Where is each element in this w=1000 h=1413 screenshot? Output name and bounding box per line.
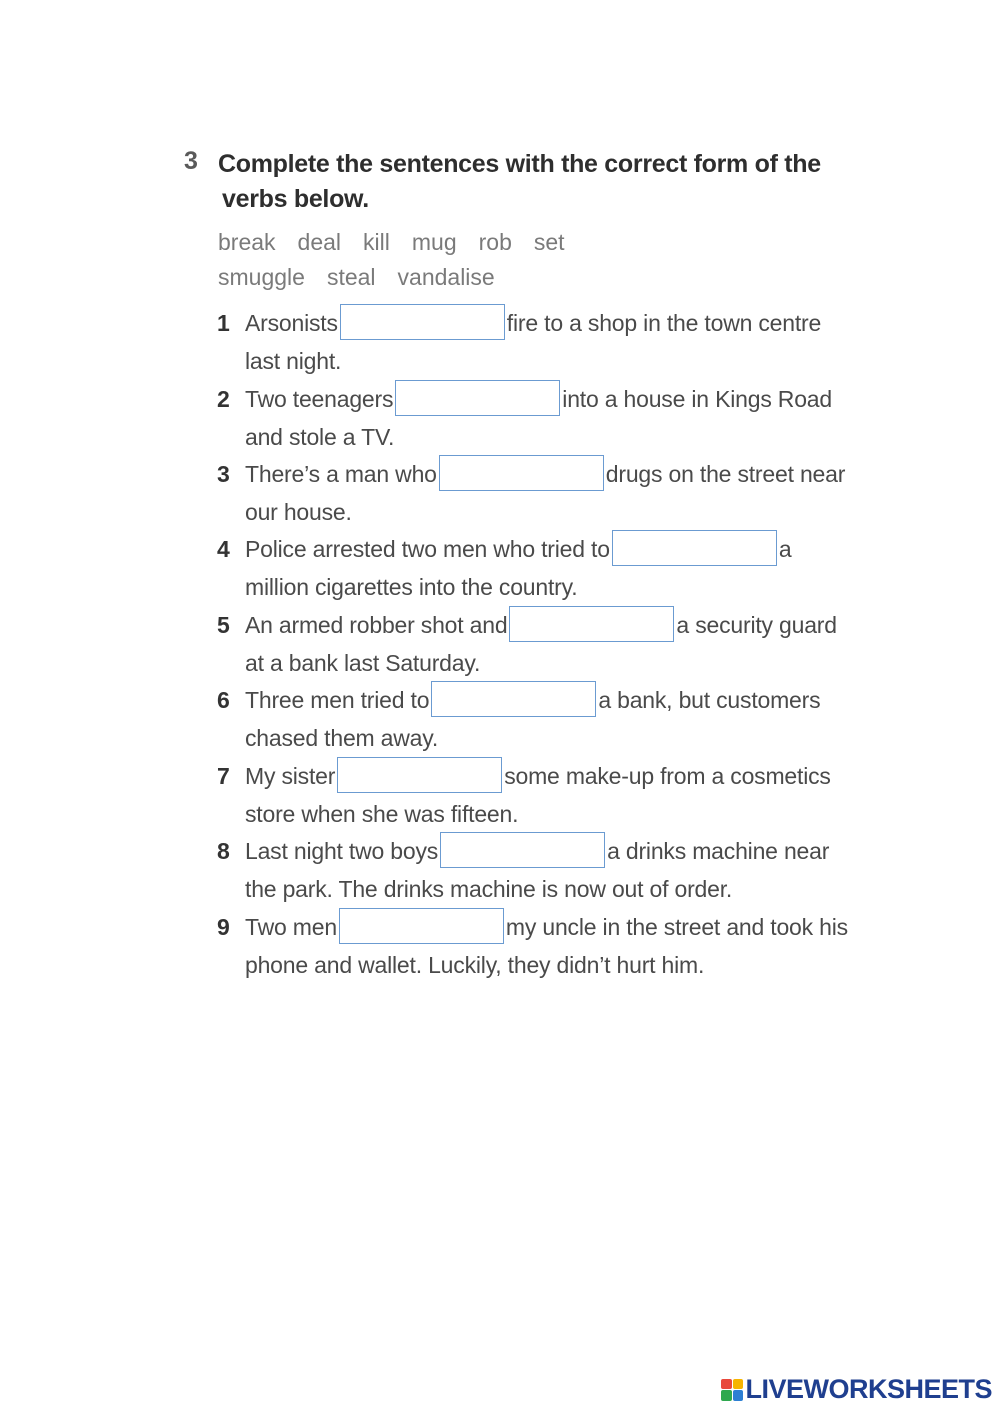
sentence-line-2: and stole a TV. [245,424,395,450]
sentence-after-blank: a [778,536,792,562]
item-number: 2 [217,386,230,412]
answer-input-4[interactable] [612,530,777,566]
item-number: 9 [217,914,230,940]
sentence-after-blank: a security guard [676,612,837,638]
word-bank-word: deal [297,229,342,255]
liveworksheets-logo-icon [721,1379,743,1401]
word-bank-word: kill [363,229,390,255]
logo-square-red [721,1379,732,1390]
sentence-line-1 [245,908,848,946]
logo-square-blue [733,1390,744,1401]
word-bank-word: steal [326,264,376,290]
sentence-line-1 [245,455,845,493]
item-number: 3 [217,461,230,487]
word-bank-row-2 [218,260,587,295]
answer-input-7[interactable] [337,757,502,793]
item-number: 8 [217,838,230,864]
exercise-instruction [218,147,858,217]
sentence-line-2: phone and wallet. Luckily, they didn’t hurt him. [245,952,705,978]
sentence-before-blank: Arsonists [245,310,338,336]
sentence-after-blank: some make-up from a cosmetics [504,763,831,789]
item-number: 4 [217,536,230,562]
logo-square-yellow [733,1379,744,1390]
sentence-line-2: store when she was fifteen. [245,801,519,827]
sentence-before-blank: An armed robber shot and [245,612,508,638]
sentence-line-1 [245,530,791,568]
sentence-after-blank: my uncle in the street and took his [505,914,848,940]
sentence-after-blank: drugs on the street near [605,461,846,487]
sentence-line-1 [245,832,829,870]
word-bank-word: set [533,229,565,255]
answer-input-9[interactable] [339,908,504,944]
sentence-before-blank: There’s a man who [245,461,437,487]
item-number: 5 [217,612,230,638]
answer-input-2[interactable] [395,380,560,416]
sentence-line-2: at a bank last Saturday. [245,650,481,676]
sentence-line-2: the park. The drinks machine is now out of order. [245,876,733,902]
sentence-before-blank: Two men [245,914,337,940]
word-bank-word: vandalise [397,264,495,290]
sentence-before-blank: Police arrested two men who tried to [245,536,610,562]
logo-square-green [721,1390,732,1401]
sentence-line-1 [245,606,837,644]
word-bank-row-1 [218,225,587,260]
sentence-line-1 [245,681,820,719]
word-bank-word: mug [411,229,457,255]
sentence-after-blank: a drinks machine near [607,838,830,864]
item-number: 1 [217,310,230,336]
sentence-line-1 [245,380,832,418]
sentence-after-blank: fire to a shop in the town centre [506,310,822,336]
word-bank-word: rob [478,229,512,255]
word-bank-word: break [218,229,276,255]
sentence-before-blank: My sister [245,763,336,789]
sentence-line-2: our house. [245,499,352,525]
sentence-line-2: last night. [245,348,342,374]
sentence-before-blank: Last night two boys [245,838,439,864]
sentence-after-blank: a bank, but customers [598,687,821,713]
sentence-line-1 [245,757,831,795]
liveworksheets-logo-text: LIVEWORKSHEETS [745,1374,992,1404]
item-number: 6 [217,687,230,713]
instruction-line-1: Complete the sentences with the correct form of the [218,150,821,178]
answer-input-8[interactable] [440,832,605,868]
answer-input-3[interactable] [439,455,604,491]
sentence-after-blank: into a house in Kings Road [562,386,832,412]
liveworksheets-logo [721,1374,992,1405]
answer-input-1[interactable] [340,304,505,340]
item-number: 7 [217,763,230,789]
answer-input-5[interactable] [509,606,674,642]
sentence-before-blank: Three men tried to [245,687,430,713]
answer-input-6[interactable] [431,681,596,717]
sentence-line-2: chased them away. [245,725,439,751]
sentence-line-1 [245,304,821,342]
sentence-line-2: million cigarettes into the country. [245,574,578,600]
word-bank-word: smuggle [218,264,305,290]
instruction-line-2: verbs below. [222,185,369,213]
exercise-number: 3 [184,147,198,175]
sentence-before-blank: Two teenagers [245,386,394,412]
word-bank [218,225,587,295]
